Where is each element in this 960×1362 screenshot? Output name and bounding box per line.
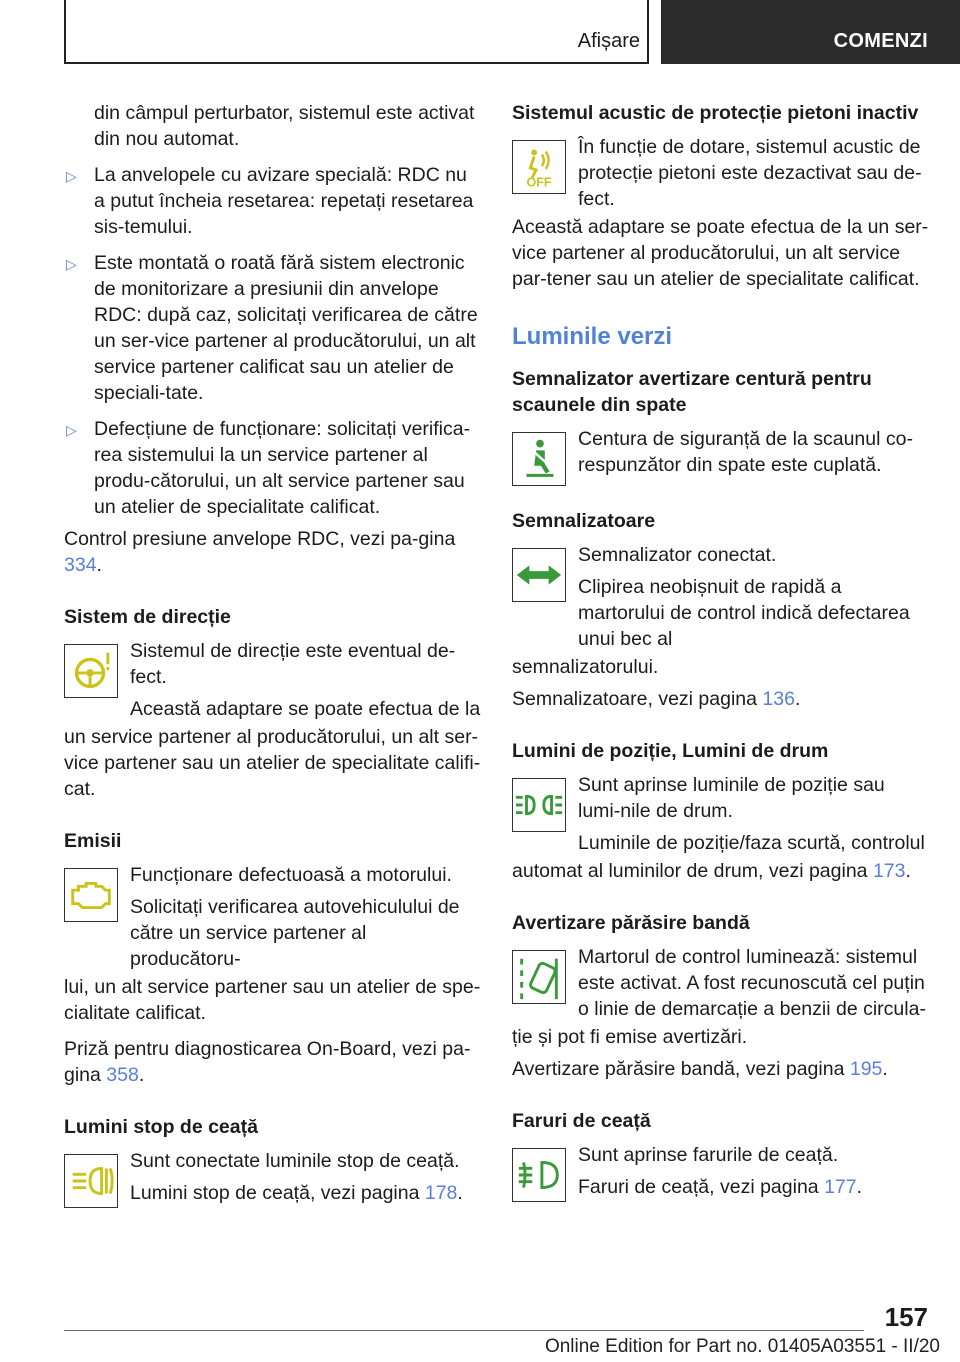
triangle-bullet-icon: ▷ <box>66 422 77 438</box>
footer-text: Online Edition for Part no. 01405A03551 - II/20 <box>544 1336 940 1357</box>
rdc-reference: Control presiune anvelope RDC, vezi pa-gina 334. <box>64 528 456 576</box>
indicator-entry: OFF În funcție de dotare, sistemul acustic de protecție pietoni este dezactivat sau de-fect. <box>512 134 930 212</box>
section-heading: Faruri de ceață <box>512 1110 651 1132</box>
fog-front-reference: Faruri de ceață, vezi pagina 177. <box>578 1176 863 1198</box>
position-reference: automat al luminilor de drum, vezi pagina 173. <box>512 860 911 882</box>
lane-departure-icon <box>512 950 566 1004</box>
position-lights-icon <box>512 778 566 832</box>
obd-reference: Priză pentru diagnosticarea On-Board, vezi pa-gina 358. <box>64 1038 471 1086</box>
fog-rear-reference: Lumini stop de ceață, vezi pagina 178. <box>130 1182 463 1204</box>
section-heading: Semnalizatoare <box>512 510 656 532</box>
pedestrian-sound-off-icon <box>512 140 566 194</box>
page-link[interactable]: 177 <box>824 1176 857 1198</box>
section-heading: Lumini stop de ceață <box>64 1116 258 1138</box>
chapter-label: COMENZI <box>833 30 928 52</box>
section-title: Luminile verzi <box>512 323 673 350</box>
turn-reference: Semnalizatoare, vezi pagina 136. <box>512 688 801 710</box>
indicator-entry: Funcționare defectuoasă a motorului. Solicitați verificarea autovehiculului de către un service partener al producătoru- <box>64 862 482 972</box>
page-link[interactable]: 195 <box>849 1058 883 1080</box>
page-number: 157 <box>884 1302 928 1332</box>
page-link[interactable]: 334 <box>64 554 97 576</box>
indicator-entry: Martorul de control luminează: sistemul este activat. A fost recunoscută cel puțin o linie de demarcație a benzii de circula- <box>512 944 930 1022</box>
section-heading: Sistemul acustic de protecție pietoni inactiv <box>512 102 919 124</box>
section-heading: Sistem de direcție <box>64 606 231 628</box>
steering-wheel-warning-icon <box>64 644 118 698</box>
footer-divider <box>64 1330 864 1331</box>
section-heading: Emisii <box>64 830 122 852</box>
section-heading: Semnalizator avertizare centură pentru scaunele din spate <box>512 368 872 416</box>
page-link[interactable]: 136 <box>762 688 795 710</box>
triangle-bullet-icon: ▷ <box>66 168 77 184</box>
indicator-entry: Centura de siguranță de la scaunul co-respunzător din spate este cuplată. <box>512 426 930 482</box>
rear-fog-light-icon <box>64 1154 118 1208</box>
indicator-entry: Sunt conectate luminile stop de ceață. Lumini stop de ceață, vezi pagina 178. <box>64 1148 482 1206</box>
page-link[interactable]: 358 <box>106 1064 139 1086</box>
chapter-tab <box>661 0 960 64</box>
front-fog-light-icon <box>512 1148 566 1202</box>
left-column: din câmpul perturbator, sistemul este activat din nou automat. ▷ La anvelopele cu avizare specială: RDC nu a putut încheia resetarea: repetați resetarea sis-temului. ▷ Este montată o roată fără sistem electronic de monitorizare a presiunii din anvelope RDC: după caz, solicitați verificarea de către un ser-vice partener al producătorului, un alt service partener calificat sau un atelier de speciali-tate. ▷ Defecțiune de funcționare: solicitați verifica-rea sistemului la un service partener al produ-cătorului, un alt service partener sau un atelier de specialitate calificat. Control presiune anvelope RDC, vezi pa-gina 334. Sistem de direcție Sistemul de direcție este eventual de-fect. Această adaptare se poate efectua de la un service partener al producătorului, un alt ser-vice partener sau un atelier de specialitate califi-cat. Emisii Funcționare defectuoasă a motorului. Solicitați verificarea autovehiculului de către un service partener al producătoru- lui, un alt service partener sau un atelier de spe-cialitate calificat. Priză pentru diagnosticarea On-Board, vezi pa-gina 358. Lumini stop de ceață Sunt conectate luminile stop de ceață. Lumini stop de ceață, vezi pagina 178. <box>64 100 482 1206</box>
indicator-entry: Sunt aprinse luminile de poziție sau lumi-nile de drum. Luminile de poziție/faza scurtă, controlul <box>512 772 930 856</box>
indicator-entry: Sunt aprinse farurile de ceață. Faruri de ceață, vezi pagina 177. <box>512 1142 930 1200</box>
lane-reference: Avertizare părăsire bandă, vezi pagina 195. <box>512 1058 888 1080</box>
bullet-item: ▷ La anvelopele cu avizare specială: RDC nu a putut încheia resetarea: repetați resetarea sis-temului. <box>66 164 474 238</box>
section-label: Afișare <box>577 30 640 52</box>
seatbelt-icon <box>512 432 566 486</box>
paragraph-continued: din câmpul perturbator, sistemul este activat din nou automat. <box>94 102 475 150</box>
turn-signal-icon <box>512 548 566 602</box>
right-column: Sistemul acustic de protecție pietoni inactiv OFF În funcție de dotare, sistemul acustic de protecție pietoni este dezactivat sau de-fect. Această adaptare se poate efectua de la un ser-vice partener al producătorului, un alt service par-tener sau un atelier de specialitate calificat. Luminile verzi Semnalizator avertizare centură pentru scaunele din spate Centura de siguranță de la scaunul co-respunzător din spate este cuplată. Semnalizatoare Semnalizator conectat. Clipirea neobișnuit de rapidă a martorului de control indică defectarea unui bec al semnalizatorului. Semnalizatoare, vezi pagina 136. Lumini de poziție, Lumini de drum Sunt aprinse luminile de poziție sau lumi-nile de drum. Luminile de poziție/faza scurtă, controlul automat al luminilor de drum, vezi pagina 173. Avertizare părăsire bandă Martorul de control luminează: sistemul este activat. A fost recunoscută cel puțin o linie de demarcație a benzii de circula- ție și pot fi emise avertizări. Avertizare părăsire bandă, vezi pagina 195. Faruri de ceață Sunt aprinse farurile de ceață. Faruri de ceață, vezi pagina 177. <box>512 100 930 1200</box>
bullet-item: ▷ Defecțiune de funcționare: solicitați verifica-rea sistemului la un service partener al produ-cătorului, un alt service partener sau un atelier de specialitate calificat. <box>66 418 471 518</box>
section-heading: Lumini de poziție, Lumini de drum <box>512 740 829 762</box>
indicator-entry: Semnalizator conectat. Clipirea neobișnuit de rapidă a martorului de control indică defectarea unui bec al <box>512 542 930 652</box>
bullet-item: ▷ Este montată o roată fără sistem electronic de monitorizare a presiunii din anvelope RDC: după caz, solicitați verificarea de către un ser-vice partener al producătorului, un alt service partener calificat sau un atelier de speciali-tate. <box>66 252 478 404</box>
section-heading: Avertizare părăsire bandă <box>512 912 750 934</box>
indicator-entry: Sistemul de direcție este eventual de-fect. Această adaptare se poate efectua de la <box>64 638 482 722</box>
svg-text:OFF: OFF <box>526 175 552 190</box>
page-link[interactable]: 173 <box>872 860 906 882</box>
triangle-bullet-icon: ▷ <box>66 256 77 272</box>
page-link[interactable]: 178 <box>424 1182 458 1204</box>
engine-icon <box>64 868 118 922</box>
